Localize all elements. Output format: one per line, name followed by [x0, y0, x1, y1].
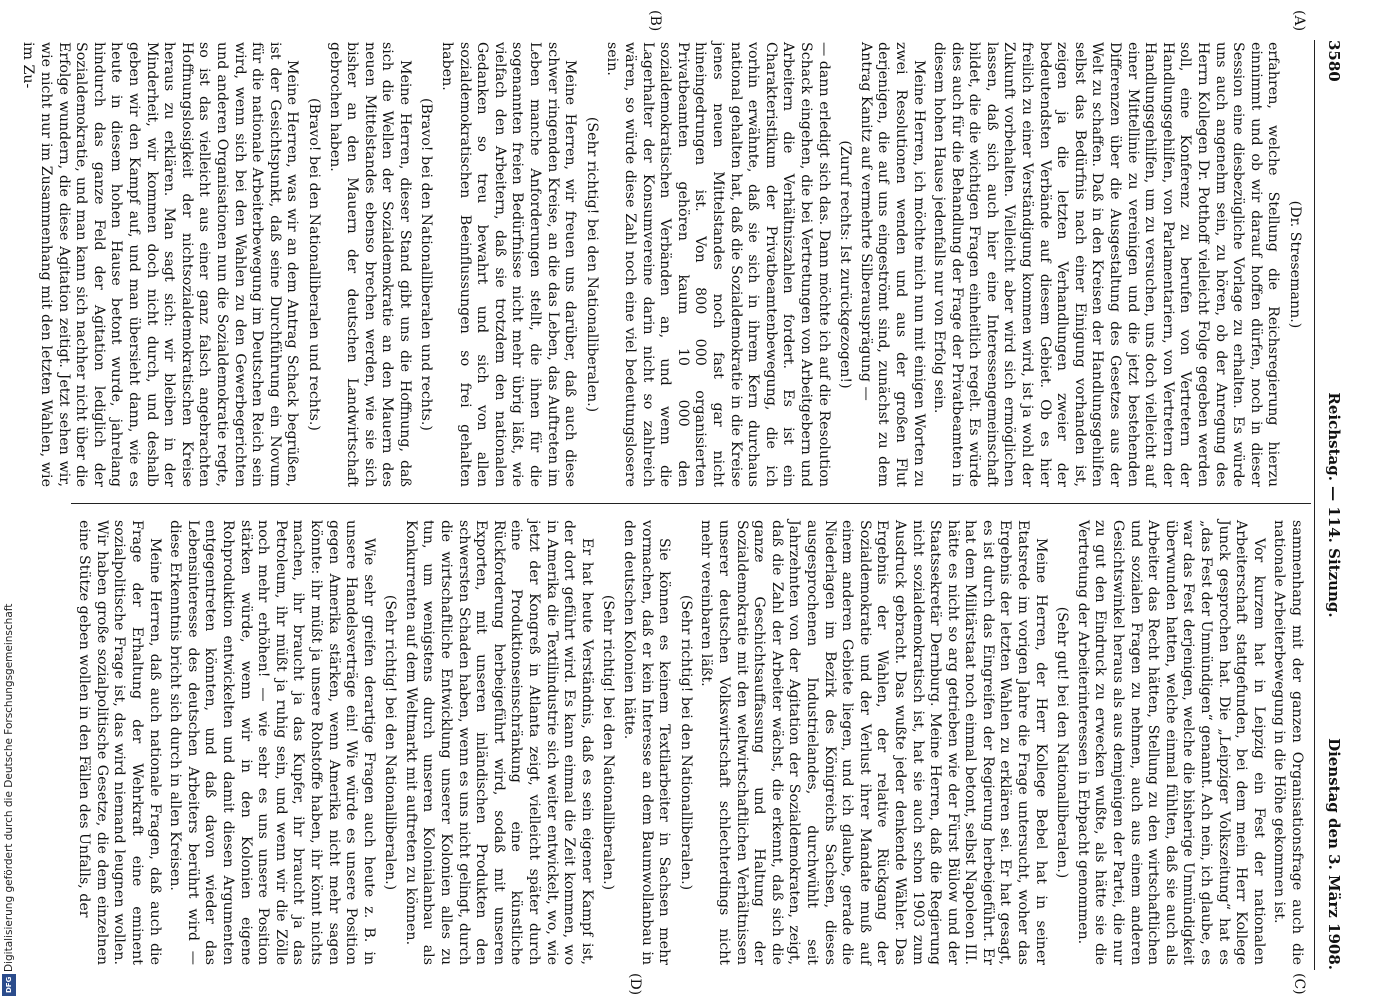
header-rule [1314, 40, 1315, 970]
credit-text: Digitalisierung gefördert durch die Deutsche Forschungsgemeinschaft [3, 603, 15, 972]
paragraph: Meine Herren, der Herr Kollege Bebel hat in seiner Etatsrede im vorigen Jahre die Frage untersucht, woher das Ergebnis der letzten Wahlen zu erklären sei. Er hat gesagt, es ist durch das Eingreifen der Regierung herbeigeführt. Er hat dem Militärstaat noch einmal betont, selbst Napoleon III. hätte es nicht so arg getrieben wie der Fürst Bülow und der Staatssekretär Dernburg. Meine Herren, daß die Regierung nicht sozialdemokratisch ist, hat sie auch schon 1903 zum Ausdruck gebracht. Das wußte jeder denkende Wähler. Das Ergebnis der Wahlen, der relative Rückgang der Sozialdemokratie und der Verlust ihrer Mandate muß auf einem anderen Gebiete liegen, und ich glaube, gerade die Niederlagen im Bezirk des Königreichs Sachsen, dieses ausgesprochenen Industrielandes, durchwühlt seit Jahrzehnten von der Agitation der Sozialdemokraten, zeigt, daß die Zahl der Arbeiter wächst, die erkennt, daß sich die ganze Geschichtsauffassung und Haltung der Sozialdemokratie mit den weltwirtschaftlichen Verhältnissen unserer deutschen Volkswirtschaft schlechterdings nicht mehr vereinbaren läßt. [698, 520, 1049, 965]
interjection: (Sehr richtig! bei den Nationalliberalen.) [382, 594, 399, 891]
interjection: (Bravo! bei den Nationalliberalen und rechts.) [418, 98, 435, 431]
interjection: (Zuruf rechts: Ist zurückgezogen!) [837, 140, 854, 389]
paragraph: Er hat heute Verständnis, daß es sein eigener Kampf ist, der dort geführt wird. Es kann einmal die Zeit kommen, wo in Amerika die Textilindustrie sich weiter entwickelt, wo, wie jetzt der Kongreß in Atlanta zeigt, vielleicht später durch eine Produktionseinschränkung eine künstliche Rückforderung herbeigeführt wird, sodaß mit unseren Exporten, mit unseren inländischen Produkten den schwersten Schaden haben, wenn es uns nicht gelingt, durch die wirtschaftliche Entwicklung unserer Kolonien alles zu tun, um wenigstens durch unseren Kolonialanbau als Konkurrenten auf dem Weltmarkt mit auftreten zu können. [402, 520, 595, 965]
interjection: (Sehr richtig! bei den Nationalliberalen.) [600, 594, 617, 891]
margin-mark-b: (B) [647, 10, 663, 32]
paragraph: Meine Herren, ich möchte mich nun mit einigen Worten zu zwei Resolutionen wenden und aus der großen Flut derjenigen, die auf uns eingeströmt sind, zunächst zu dem Antrag Kanitz auf vermehrte Silberausprägung — [857, 42, 927, 487]
margin-mark-d: (D) [627, 973, 643, 996]
session-date: Dienstag den 3. März 1908. [1325, 738, 1343, 970]
paragraph: Meine Herren, dieser Stand gibt uns die Hoffnung, daß sich die Wellen der Sozialdemokratie an den Mauern des neuen Mittelstandes ebenso brechen werden, wie sie sich bisher an den Mauern der deutschen Landwirtschaft gebrochen haben. [326, 42, 413, 487]
paragraph: Sie können es keinem Textilarbeiter in Sachsen mehr vormachen, daß er kein Interesse an dem Baumwollanbau in den deutschen Kolonien hätte. [621, 520, 673, 965]
digitization-credit [3, 0, 17, 1000]
paragraph: erfahren, welche Stellung die Reichsregierung hierzu einnimmt und ob wir darauf hoffen dürfen, noch in dieser Session eine diesbezügliche Vorlage zu erhalten. Es würde uns auch angenehm sein, zu hören, ob der Anregung des Herrn Kollegen Dr. Potthoff vielleicht Folge gegeben werden soll, eine Konferenz zu berufen von Vertretern der Handlungsgehilfen, von Parlamentariern, von Vertretern der Handlungsgehilfen, um zu versuchen, uns doch vielleicht auf einer Mittellinie zu vereinigen und die jetzt bestehenden Differenzen über die Ausgestaltung des Gesetzes aus der Welt zu schaffen. Daß in den Kreisen der Handlungsgehilfen selbst das Bedürfnis nach einer Einigung vorhanden ist, zeigen ja die letzten Verhandlungen zweier der bedeutendsten Verbände auf diesem Gebiet. Ob es hier freilich zu einer Verständigung kommen wird, ist ja wohl der Zukunft vorbehalten. Vielleicht aber wird sich ermöglichen lassen, daß sich auch hier eine Interessengemeinschaft bildet, die die wichtigen Fragen einheitlich regelt. Es würde dies auch für die Behandlung der Frage der Privatbeamten in diesem hohen Hause jedenfalls nur von Erfolg sein. [931, 42, 1282, 487]
page-number: 3580 [1325, 40, 1343, 82]
paragraph: Meine Herren, was wir an dem Antrag Schack begrüßen, ist der Gesichtspunkt, daß seine Durchführung ein Novum für die nationale Arbeiterbewegung im Deutschen Reich sein wird, wenn sich bei den Wahlen zu den Gewerbegerichten und anderen Organisationen nun die Sozialdemokratie regte, so ist das vielleicht aus einer ganz falsch angebrachten Hoffnungslosigkeit der nichtsozialdemokratischen Kreise heraus zu erklären. Man sagt sich: wir bleiben in der Minderheit, wir kommen doch nicht durch, und deshalb geben wir den Kampf auf, und man übersieht dann, wie es heute in diesem hohen Hause betont wurde, jahrelang hindurch das ganze Feld der Agitation lediglich der Sozialdemokratie, und man kann sich nachher nicht über die Erfolge wundern, die diese Agitation zeitigt. Jetzt sehen wir, wie nicht nur im Zusammenhang mit den letzten Wahlen, wie im Zu- [20, 42, 301, 487]
margin-mark-a: (A) [1291, 10, 1307, 32]
interjection: (Bravo! bei den Nationalliberalen und rechts.) [305, 98, 322, 431]
margin-mark-c: (C) [1291, 973, 1307, 995]
paragraph: Meine Herren, daß auch nationale Fragen, daß auch die Frage der Erhaltung der Wehrkraft eine eminent sozialpolitische Frage ist, das wird niemand leugnen wollen. Wir haben große sozialpolitische Gesetze, die dem einzelnen eine Stütze geben wollen in den Fällen des Unfalls, der [76, 520, 163, 965]
paragraph: sammenhang mit der ganzen Organisationsfrage auch die nationale Arbeiterbewegung in die Höhe gekommen ist. [1271, 520, 1305, 965]
column-divider [71, 503, 1311, 504]
left-column [20, 42, 1305, 487]
paragraph: Vor kurzem hat in Leipzig ein Fest der nationalen Arbeiterschaft stattgefunden, bei dem mein Herr Kollege Junck gesprochen hat. Die „Leipziger Volkszeitung“ hat es „das Fest der Unmündigen“ genannt. Ach nein, ich glaube, es war das Fest derjenigen, welche die bisherige Unmündigkeit überwunden hatten, welche einmal fühlten, daß sie auch als Arbeiter das Recht hätten, Stellung zu den wirtschaftlichen und sozialen Fragen zu nehmen, auch aus einem anderen Gesichtswinkel heraus als aus demjenigen der Partei, die nur zu gut den Eindruck zu erwecken wußte, als hätte sie die Vertretung der Arbeiterinteressen in Erbpacht genommen. [1074, 520, 1267, 965]
interjection: (Sehr richtig! bei den Nationalliberalen.) [583, 116, 600, 413]
paragraph: Meine Herren, wir freuen uns darüber, daß auch diese schwer ringenden Kreise, an die das Leben, das Auftreten im Leben manche Anforderungen stellt, die ihnen für die sogenannten freien Bedürfnisse nicht mehr übrig läßt, wie vielfach den Arbeitern, daß sie trotzdem den nationalen Gedanken so treu bewahrt und sich von allen sozialdemokratischen Beeinflussungen so frei gehalten haben. [439, 42, 579, 487]
rotated-page-content [20, 10, 1343, 996]
paragraph: Wie sehr greifen derartige Fragen auch heute z. B. in unsere Handelsverträge ein! Wie würde es unsere Position gegen Amerika stärken, wenn Amerika nicht mehr sagen könnte: ihr müßt ja unsere Rohstoffe haben, ihr könnt nichts machen, ihr braucht ja das Kupfer, ihr braucht ja das Petroleum, ihr müßt ja ruhig sein, und wenn wir die Zölle noch mehr erhöhen! — wie sehr es uns unsere Position stärken würde, wenn wir in den Kolonien eigene Rohproduktion entwickelten und damit diesen Argumenten entgegentreten könnten, und daß davon wieder das Lebensinteresse des deutschen Arbeiters berührt wird — diese Erkenntnis bricht sich durch in allen Kreisen. [167, 520, 377, 965]
speaker-label: (Dr. Stresemann.) [1287, 200, 1303, 329]
running-title: Reichstag. — 114. Sitzung. [1325, 392, 1343, 618]
right-column [65, 520, 1305, 965]
paragraph: — dann erledigt sich das. Dann möchte ich auf die Resolution Schack eingehen, die bei Vertretungen von Arbeitgebern und Arbeitern die Verhältniszahlen fordert. Es ist ein Charakteristikum der Privatbeamtenbewegung, die ich vorhin erwähnte, daß sie sich in ihrem Kern durchaus national gehalten hat, daß die Sozialdemokratie in die Kreise jenes neuen Mittelstandes noch fast gar nicht hineingedrungen ist. Von 800 000 organisierten Privatbeamten gehören kaum 10 000 den sozialdemokratischen Verbänden an, und wenn die Lagerhalter der Konsumvereine darin nicht so zahlreich wären, so würde diese Zahl noch eine viel bedeutungslosere sein. [604, 42, 832, 487]
interjection: (Sehr gut! bei den Nationalliberalen.) [1054, 606, 1071, 879]
dfg-logo: DFG [2, 974, 16, 996]
interjection: (Sehr richtig! bei den Nationalliberalen.) [677, 594, 694, 891]
page-header [1319, 40, 1343, 970]
